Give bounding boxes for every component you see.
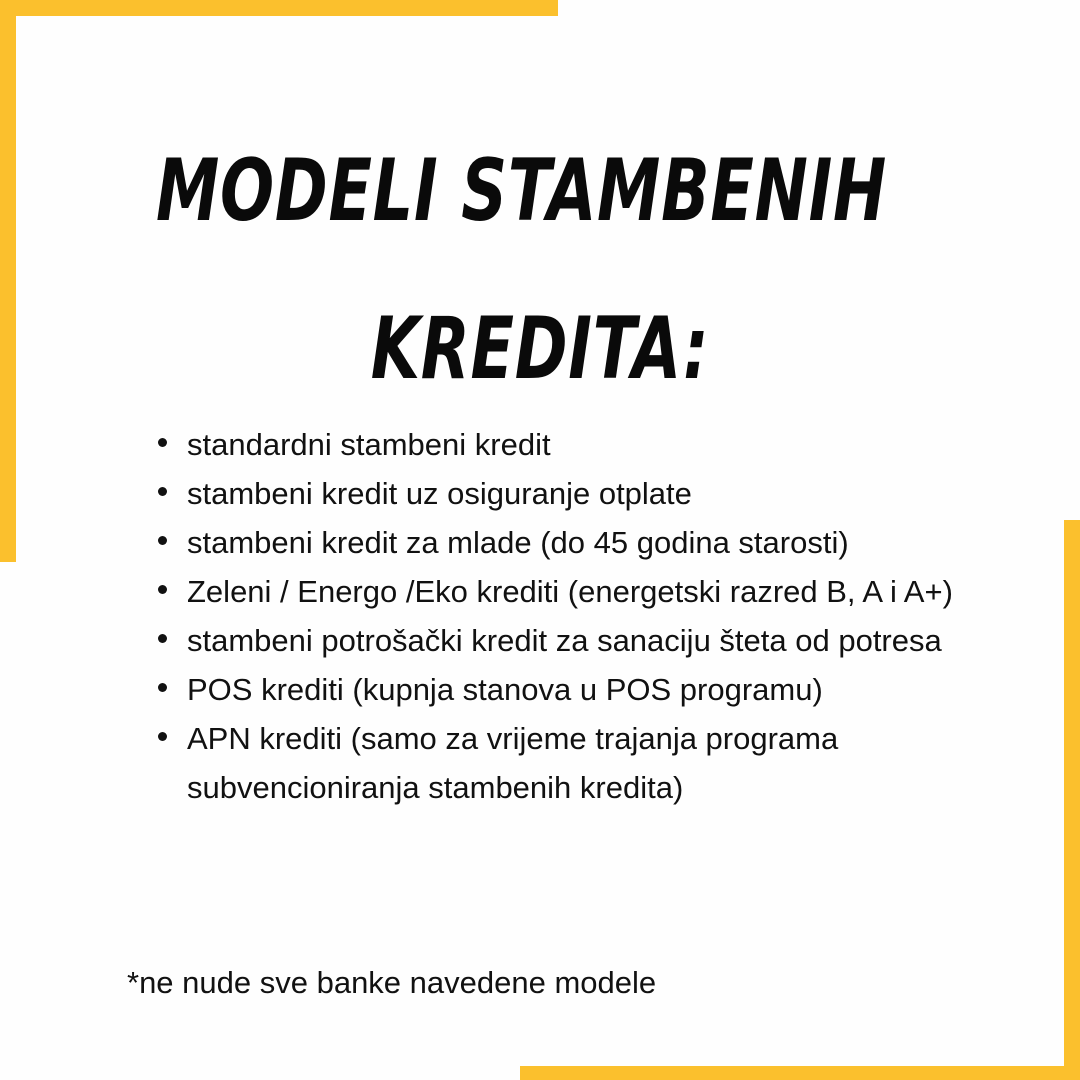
list-item: [0, 518, 957, 567]
list-item-text: stambeni kredit uz osiguranje otplate: [187, 476, 692, 511]
frame-top-bar: [0, 0, 558, 16]
bullet-dot-icon: [158, 732, 167, 741]
page-title: [0, 112, 1080, 428]
list-item-text: APN krediti (samo za vrijeme trajanja programa subvencioniranja stambenih kredita): [187, 721, 839, 805]
list-item-text: Zeleni / Energo /Eko krediti (energetski razred B, A i A+): [187, 574, 953, 609]
list-item: [0, 714, 957, 812]
footnote: *ne nude sve banke navedene modele: [127, 965, 657, 1000]
bullet-dot-icon: [158, 683, 167, 692]
list-item: [0, 665, 957, 714]
list-item-text: stambeni potrošački kredit za sanaciju šteta od potresa: [187, 623, 942, 658]
bullet-dot-icon: [158, 536, 167, 545]
frame-bottom-bar: [520, 1066, 1080, 1080]
bullet-dot-icon: [158, 585, 167, 594]
title-line-2: KREDITA:: [370, 299, 710, 399]
list-item: [0, 469, 957, 518]
list-item-text: standardni stambeni kredit: [187, 427, 551, 462]
list-item: [0, 420, 957, 469]
title-line-1: MODELI STAMBENIH: [155, 141, 888, 241]
list-item: [0, 567, 957, 616]
frame-right-bar: [1064, 520, 1080, 1080]
list-item: [0, 616, 957, 665]
bullet-dot-icon: [158, 487, 167, 496]
bullet-dot-icon: [158, 634, 167, 643]
bullet-dot-icon: [158, 438, 167, 447]
credit-model-list: [0, 420, 957, 812]
list-item-text: stambeni kredit za mlade (do 45 godina starosti): [187, 525, 849, 560]
list-item-text: POS krediti (kupnja stanova u POS programu): [187, 672, 823, 707]
